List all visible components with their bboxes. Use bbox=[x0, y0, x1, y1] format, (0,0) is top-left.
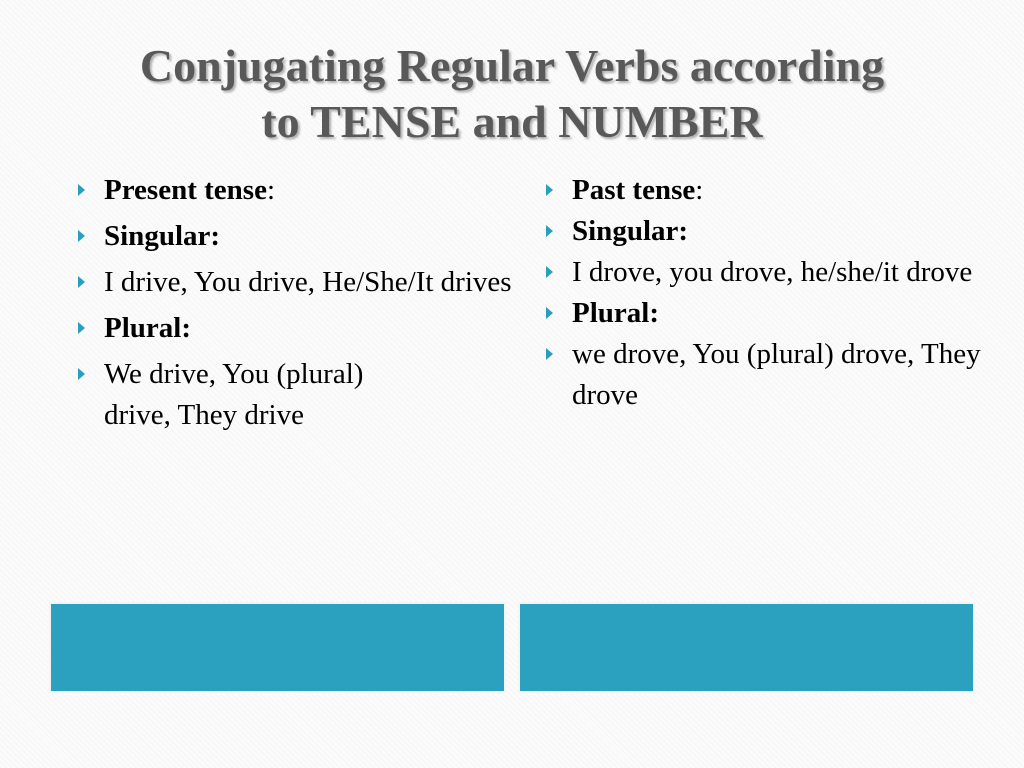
present-plural-label: Plural: bbox=[104, 312, 191, 344]
past-tense-heading-item bbox=[544, 170, 984, 211]
present-singular-label-item bbox=[76, 216, 516, 257]
past-singular-forms-item bbox=[544, 252, 984, 293]
triangle-right-icon bbox=[546, 266, 553, 278]
triangle-right-icon bbox=[78, 230, 85, 242]
triangle-right-icon bbox=[546, 348, 553, 360]
triangle-right-icon bbox=[546, 184, 553, 196]
past-tense-list bbox=[544, 170, 984, 416]
present-plural-label-item bbox=[76, 308, 516, 349]
triangle-right-icon bbox=[546, 225, 553, 237]
present-singular-forms: I drive, You drive, He/She/It drives bbox=[104, 266, 512, 298]
present-plural-forms-item bbox=[76, 354, 516, 436]
triangle-right-icon bbox=[78, 322, 85, 334]
slide-title-line-1: Conjugating Regular Verbs according bbox=[139, 40, 885, 91]
past-singular-forms: I drove, you drove, he/she/it drove bbox=[572, 256, 973, 288]
past-plural-forms: we drove, You (plural) drove, They drove bbox=[572, 338, 981, 411]
present-tense-heading-item bbox=[76, 170, 516, 211]
present-tense-list bbox=[76, 170, 516, 441]
past-tense-heading-colon: : bbox=[695, 174, 704, 206]
present-plural-forms-line-2: drive, They drive bbox=[104, 399, 304, 431]
present-singular-forms-item bbox=[76, 262, 516, 303]
slide-title-line-2: to TENSE and NUMBER bbox=[261, 96, 763, 147]
past-plural-forms-item bbox=[544, 334, 984, 416]
past-singular-label: Singular: bbox=[572, 215, 689, 247]
triangle-right-icon bbox=[78, 276, 85, 288]
slide-title bbox=[40, 38, 984, 150]
triangle-right-icon bbox=[78, 368, 85, 380]
footer-bar-left bbox=[51, 604, 504, 691]
footer-bar-right bbox=[520, 604, 973, 691]
past-plural-label-item bbox=[544, 293, 984, 334]
past-tense-heading: Past tense bbox=[572, 174, 696, 206]
past-plural-label: Plural: bbox=[572, 297, 659, 329]
past-singular-label-item bbox=[544, 211, 984, 252]
present-singular-label: Singular: bbox=[104, 220, 221, 252]
present-tense-heading: Present tense bbox=[104, 174, 267, 206]
present-tense-heading-colon: : bbox=[266, 174, 276, 206]
present-plural-forms-line-1: We drive, You (plural) bbox=[104, 358, 364, 390]
triangle-right-icon bbox=[546, 307, 553, 319]
triangle-right-icon bbox=[78, 184, 85, 196]
